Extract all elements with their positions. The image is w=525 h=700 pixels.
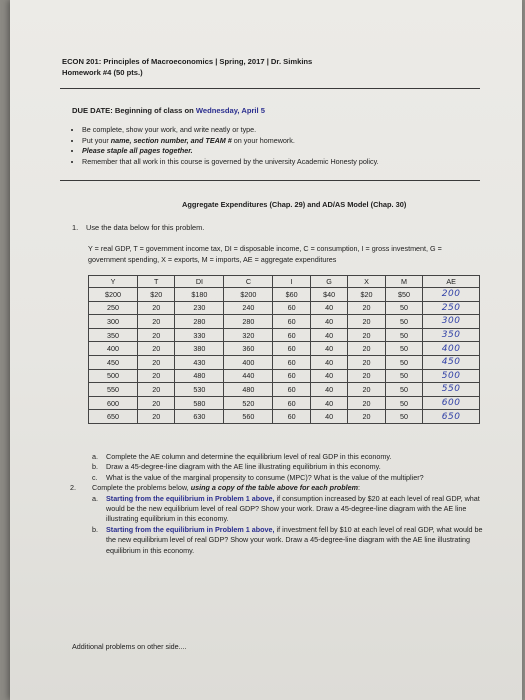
table-cell: 40 — [310, 410, 347, 424]
table-cell: 300 — [89, 315, 138, 329]
table-cell: 280 — [175, 315, 224, 329]
homework-sheet — [10, 0, 522, 700]
table-cell: 50 — [385, 328, 422, 342]
table-cell: 50 — [385, 396, 422, 410]
table-cell: $50 — [385, 288, 422, 302]
table-cell: 250 — [89, 301, 138, 315]
table-cell: 500 — [89, 369, 138, 383]
question-label: b. — [92, 462, 98, 472]
table-cell: 20 — [137, 301, 174, 315]
instruction-item: • Please staple all pages together. — [82, 146, 379, 157]
question-text-part: Complete the problems below, — [92, 483, 191, 493]
table-cell: $200 — [224, 288, 273, 302]
question-text-part: if consumption increased by $20 at each level of real GDP, what would be the new equilibrium level of real GDP? Show your work. Draw a 45-degree-line diagram with the AE line illustrating equilibrium in this economy. — [106, 493, 480, 524]
footer-note: Additional problems on other side.... — [72, 642, 187, 651]
table-cell: 40 — [310, 396, 347, 410]
table-cell: 60 — [273, 396, 310, 410]
table-cell: 50 — [385, 342, 422, 356]
table-cell: $180 — [175, 288, 224, 302]
table-cell: 600 — [89, 396, 138, 410]
question-text: Draw a 45-degree-line diagram with the AE line illustrating equilibrium in this economy. — [106, 462, 381, 472]
table-cell: 20 — [348, 369, 385, 383]
table-row — [89, 288, 480, 302]
table-cell: 50 — [385, 315, 422, 329]
table-cell: 40 — [310, 315, 347, 329]
course-line: ECON 201: Principles of Macroeconomics | Spring, 2017 | Dr. Simkins — [62, 57, 313, 66]
table-row — [89, 410, 480, 424]
table-cell: 650 — [89, 410, 138, 424]
table-cell: 20 — [348, 355, 385, 369]
table-cell: 430 — [175, 355, 224, 369]
homework-title: Homework #4 (50 pts.) — [62, 68, 143, 77]
table-cell: $40 — [310, 288, 347, 302]
table-cell: 560 — [224, 410, 273, 424]
data-table — [88, 275, 480, 424]
ae-handwritten-cell: 600 — [423, 396, 480, 410]
table-cell: 480 — [175, 369, 224, 383]
table-cell: 330 — [175, 328, 224, 342]
instruction-emphasis: name, section number, and TEAM # — [110, 135, 232, 145]
question-emphasis: Starting from the equilibrium in Problem 1 above, — [106, 493, 275, 503]
column-header: C — [224, 276, 273, 288]
table-cell: 20 — [137, 383, 174, 397]
table-cell: 450 — [89, 355, 138, 369]
table-cell: 20 — [348, 342, 385, 356]
table-cell: 40 — [310, 328, 347, 342]
table-header-row — [89, 276, 480, 288]
table-cell: 50 — [385, 369, 422, 383]
table-cell: 20 — [348, 315, 385, 329]
column-header: DI — [175, 276, 224, 288]
table-cell: 400 — [89, 342, 138, 356]
table-cell: 60 — [273, 315, 310, 329]
instructions-list — [68, 125, 379, 167]
column-header: X — [348, 276, 385, 288]
ae-handwritten-cell: 200 — [423, 288, 480, 302]
problem-text: Use the data below for this problem. — [86, 223, 205, 232]
table-cell: 20 — [348, 301, 385, 315]
column-header: T — [137, 276, 174, 288]
column-header: AE — [423, 276, 480, 288]
table-cell: 550 — [89, 383, 138, 397]
table-cell: 20 — [137, 369, 174, 383]
table-cell: $20 — [137, 288, 174, 302]
table-cell: 20 — [137, 342, 174, 356]
table-cell: 50 — [385, 301, 422, 315]
question-text — [106, 525, 490, 556]
instruction-text: on your homework. — [231, 135, 295, 145]
table-cell: 520 — [224, 396, 273, 410]
table-cell: $20 — [348, 288, 385, 302]
table-cell: 40 — [310, 383, 347, 397]
table-cell: 50 — [385, 383, 422, 397]
ae-handwritten-cell: 300 — [423, 315, 480, 329]
instruction-text: Put your — [82, 135, 111, 145]
problem-2 — [70, 483, 490, 493]
ae-handwritten-cell: 450 — [423, 355, 480, 369]
question-2b — [70, 525, 490, 556]
table-cell: 20 — [137, 328, 174, 342]
table-cell: $60 — [273, 288, 310, 302]
ae-handwritten-cell: 650 — [423, 410, 480, 424]
table-row — [89, 355, 480, 369]
header-divider — [60, 88, 480, 89]
table-row — [89, 315, 480, 329]
table-cell: 40 — [310, 355, 347, 369]
table-cell: 240 — [224, 301, 273, 315]
question-text: What is the value of the marginal propensity to consume (MPC)? What is the value of the multiplier? — [106, 472, 424, 482]
table-cell: 20 — [348, 410, 385, 424]
section-divider — [60, 180, 480, 181]
question-emphasis: Starting from the equilibrium in Problem 1 above, — [106, 524, 275, 534]
column-header: M — [385, 276, 422, 288]
document-header — [62, 56, 312, 78]
ae-handwritten-cell: 500 — [423, 369, 480, 383]
table-cell: 380 — [175, 342, 224, 356]
table-row — [89, 328, 480, 342]
problem-number: 1. — [72, 223, 79, 232]
table-cell: 20 — [348, 396, 385, 410]
table-row — [89, 342, 480, 356]
column-header: Y — [89, 276, 138, 288]
table-cell: 60 — [273, 355, 310, 369]
table-cell: 630 — [175, 410, 224, 424]
questions — [70, 452, 490, 556]
instruction-item: • Remember that all work in this course is governed by the university Academic Honesty policy. — [82, 157, 379, 168]
table-cell: 60 — [273, 410, 310, 424]
question-text: Complete the AE column and determine the equilibrium level of real GDP in this economy. — [106, 452, 392, 461]
table-cell: 350 — [89, 328, 138, 342]
ae-handwritten-cell: 250 — [423, 301, 480, 315]
question-emphasis: using a copy of the table above for each problem — [190, 483, 359, 493]
table-cell: 580 — [175, 396, 224, 410]
column-header: G — [310, 276, 347, 288]
table-row — [89, 396, 480, 410]
question-label: 2. — [70, 483, 76, 493]
table-cell: 530 — [175, 383, 224, 397]
table-cell: 50 — [385, 410, 422, 424]
table-cell: 20 — [137, 355, 174, 369]
table-cell: 60 — [273, 383, 310, 397]
table-cell: 480 — [224, 383, 273, 397]
section-title: Aggregate Expenditures (Chap. 29) and AD/AS Model (Chap. 30) — [182, 200, 407, 209]
table-cell: 60 — [273, 369, 310, 383]
table-cell: 20 — [348, 383, 385, 397]
problem-1 — [72, 223, 204, 232]
table-cell: 20 — [137, 315, 174, 329]
question-text-part: if investment fell by $10 at each level of real GDP, what would be the new equilibrium level of real GDP? Show your work. Draw a 45-degree-line diagram with the AE line illustrating equilibrium in this economy. — [106, 524, 483, 555]
due-label: DUE DATE: Beginning of class on — [72, 106, 196, 115]
due-date-value: Wednesday, April 5 — [195, 106, 265, 115]
table-cell: 20 — [137, 396, 174, 410]
table-cell: 60 — [273, 328, 310, 342]
column-header: I — [273, 276, 310, 288]
question-text — [92, 483, 490, 493]
question-label: a. — [92, 452, 98, 461]
table-cell: $200 — [89, 288, 138, 302]
question-label: c. — [92, 472, 98, 482]
table-cell: 20 — [348, 328, 385, 342]
table-body — [89, 288, 480, 424]
table-cell: 60 — [273, 301, 310, 315]
table-cell: 40 — [310, 301, 347, 315]
table-cell: 40 — [310, 342, 347, 356]
due-date — [72, 106, 265, 115]
table-row — [89, 383, 480, 397]
question-label: b. — [92, 524, 98, 534]
table-cell: 440 — [224, 369, 273, 383]
question-1b — [70, 462, 490, 472]
table-cell: 320 — [224, 328, 273, 342]
ae-handwritten-cell: 550 — [423, 383, 480, 397]
table-cell: 60 — [273, 342, 310, 356]
instruction-item: • Be complete, show your work, and write neatly or type. — [82, 125, 379, 136]
ae-handwritten-cell: 350 — [423, 328, 480, 342]
question-text-part: : — [358, 483, 361, 493]
question-1c — [70, 473, 490, 483]
variable-definitions: Y = real GDP, T = government income tax, DI = disposable income, C = consumption, I = gross investment, G = government spending, X = exports, M = imports, AE = aggregate expenditures — [88, 244, 442, 264]
table-cell: 40 — [310, 369, 347, 383]
question-text — [106, 494, 490, 525]
table-cell: 360 — [224, 342, 273, 356]
table-cell: 20 — [137, 410, 174, 424]
instruction-item — [82, 136, 379, 147]
table-cell: 280 — [224, 315, 273, 329]
question-label: a. — [92, 493, 98, 503]
ae-handwritten-cell: 400 — [423, 342, 480, 356]
question-2a — [70, 494, 490, 525]
table-row — [89, 369, 480, 383]
table-row — [89, 301, 480, 315]
table-cell: 50 — [385, 355, 422, 369]
question-1a — [70, 452, 490, 462]
table-cell: 400 — [224, 355, 273, 369]
table-cell: 230 — [175, 301, 224, 315]
